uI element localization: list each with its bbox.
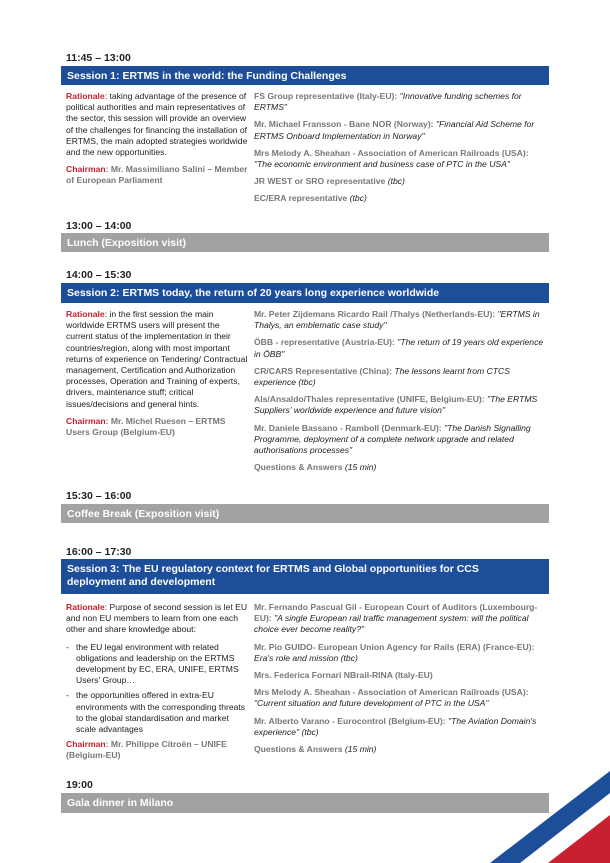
rationale-bullets [66, 642, 248, 736]
questions-answers: Questions & Answers (15 min) [254, 744, 377, 755]
lunch-title: Lunch (Exposition visit) [67, 236, 187, 249]
session-1-title-bar [61, 66, 549, 85]
speaker-entry: Mr. Peter Zijdemans Ricardo Rail /Thalys (Netherlands-EU): "ERTMS in Thalys, an emblematic case study" [254, 309, 540, 331]
session-3-speakers [254, 602, 546, 761]
session-3-title-line-1: Session 3: The EU regulatory context for ERTMS and Global opportunities for CCS [67, 563, 479, 575]
session-1-time: 11:45 – 13:00 [66, 52, 131, 64]
chair-label: Chairman [66, 739, 106, 750]
speaker-entry: ÖBB - representative (Austria-EU): "The return of 19 years old experience in ÖBB" [254, 337, 544, 359]
speaker-entry: Als/Ansaldo/Thales representative (UNIFE, Belgium-EU): "The ERTMS Suppliers' worldwide experience and future vision" [254, 394, 538, 416]
speaker-entry: Mr. Michael Fransson - Bane NOR (Norway): "Financial Aid Scheme for ERTMS Onboard Implementation in Norway" [254, 119, 535, 141]
speaker-entry: Mr. Pio GUIDO- European Union Agency for Rails (ERA) (France-EU): Era's role and mission (tbc) [254, 641, 535, 663]
session-2-title: Session 2: ERTMS today, the return of 20 years long experience worldwide [67, 287, 440, 299]
lunch-bar [61, 233, 549, 252]
session-2-title-bar [61, 283, 549, 303]
chair-label: Chairman [66, 415, 106, 426]
bullet-item: - the EU legal environment with related obligations and leadership on the ERTMS development by EC, ERA, UNIFE, ERTMS Users' Group… [66, 642, 248, 687]
session-2-speakers [254, 309, 546, 479]
coffee-bar [61, 504, 549, 523]
rationale-label: Rationale [66, 602, 105, 612]
corner-stripes-decoration [430, 763, 610, 863]
session-3-title-line-2: deployment and development [67, 576, 216, 588]
coffee-title: Coffee Break (Exposition visit) [67, 507, 220, 520]
session-3-rationale [66, 602, 248, 762]
gala-title: Gala dinner in Milano [67, 797, 174, 809]
speaker-entry: JR WEST or SRO representative (tbc) [254, 176, 405, 187]
speaker-entry: Mrs. Federica Fornari NBrail-RINA (Italy-EU) [254, 670, 433, 681]
rationale-label: Rationale [66, 91, 105, 101]
chair-label: Chairman [66, 164, 106, 175]
gala-time: 19:00 [66, 779, 93, 791]
coffee-time: 15:30 – 16:00 [66, 490, 132, 502]
rationale-text: : in the first session the main worldwide ERTMS users will present the current status of the implementation in their countries/region, along with most important returns of experience on Tendering/ Contractual management, Certification and Authorization processes, Operation and Training of experts, drivers, maintenance stuff; critical issues/decisions and general hints. [66, 309, 248, 409]
chair-name: : Mr. Michel Ruesen – ERTMS Users Group (Belgium-EU) [66, 415, 226, 438]
speaker-entry: FS Group representative (Italy-EU): "Innovative funding schemes for ERTMS" [254, 91, 522, 113]
session-2-time: 14:00 – 15:30 [66, 269, 132, 281]
rationale-text: : Purpose of second session is let EU and non EU members to learn from one each other and share knowledge about: [66, 602, 248, 635]
chair-name: : Mr. Massimiliano Salini – Member of European Parliament [66, 164, 248, 186]
speaker-entry: CR/CARS Representative (China): The lessons learnt from CTCS experience (tbc) [254, 365, 510, 388]
speaker-entry: Mr. Alberto Varano - Eurocontrol (Belgium-EU): "The Aviation Domain's experience" (tbc) [254, 715, 537, 737]
speaker-entry: EC/ERA representative (tbc) [254, 193, 367, 204]
rationale-text: : taking advantage of the presence of political authorities and main representatives of the sector, this session will provide an overview of the challenges for financing the installation of ERTMS, the main adopted strategies worldwide and the new opportunities. [66, 91, 248, 158]
session-3-time: 16:00 – 17:30 [66, 546, 132, 558]
speaker-entry: Mrs Melody A. Sheahan - Association of American Railroads (USA): "Current situation and future development of PTC in the USA" [254, 687, 529, 709]
session-1-speakers [254, 91, 546, 211]
session-3-title-bar [61, 559, 549, 594]
chair-name: : Mr. Philippe Citroën – UNIFE (Belgium-EU) [66, 739, 227, 761]
questions-answers: Questions & Answers (15 min) [254, 462, 377, 473]
session-1-rationale [66, 91, 248, 187]
speaker-entry: Mr. Daniele Bassano - Ramboll (Denmark-EU): "The Danish Signalling Programme, deployment of a complete network upgrade and related authorisations processes" [254, 422, 531, 456]
session-1-title: Session 1: ERTMS in the world: the Funding Challenges [67, 69, 347, 82]
speaker-entry: Mr. Fernando Pascual Gil - European Court of Auditors (Luxembourg-EU): "A single European rail traffic management system: will the political choice ever become reality?" [254, 602, 538, 635]
session-2-rationale [66, 309, 248, 438]
rationale-label: Rationale [66, 309, 105, 319]
speaker-entry: Mrs Melody A. Sheahan - Association of American Railroads (USA): "The economic environment and business case of PTC in the USA" [254, 147, 529, 170]
bullet-item: - the opportunities offered in extra-EU environments with the corresponding threats to the global standardisation and market scale advantages [66, 690, 248, 735]
lunch-time: 13:00 – 14:00 [66, 220, 132, 232]
